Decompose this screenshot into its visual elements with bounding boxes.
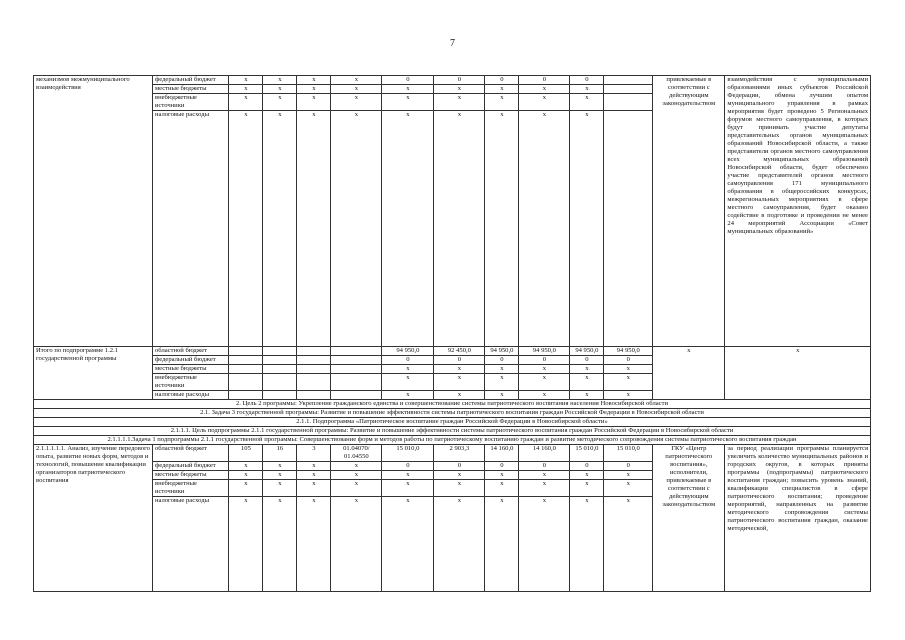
table-cell: x	[331, 85, 382, 94]
funding-source: внебюджетные источники	[152, 94, 228, 111]
table-cell: 15 010,0	[382, 445, 434, 462]
table-cell: x	[382, 374, 434, 391]
table-cell: x	[519, 85, 570, 94]
table-cell	[229, 347, 263, 356]
table-cell: x	[382, 111, 434, 347]
table-cell: 0	[519, 462, 570, 471]
section-header-row	[34, 427, 871, 436]
table-cell	[297, 347, 331, 356]
table-cell: x	[434, 365, 485, 374]
section-header: 2.1.1.1.1.Задача 1 подпрограммы 2.1.1 государственной программы: Совершенствование форм и методов работы по патриотическому воспитанию граждан и развитие методического сопровождения системы патриотического воспитания граждан	[34, 436, 871, 445]
table-cell: x	[297, 76, 331, 85]
funding-source: налоговые расходы	[152, 391, 228, 400]
table-cell: x	[263, 76, 297, 85]
table-cell: 2 903,3	[434, 445, 485, 462]
table-cell: 0	[570, 76, 604, 85]
table-cell: x	[331, 462, 382, 471]
section-header-row	[34, 409, 871, 418]
table-cell: 0	[485, 76, 519, 85]
table-cell: x	[229, 471, 263, 480]
executor: привлекаемые в соответствии с действующим законодательством	[653, 76, 725, 347]
section-header: 2.1.1. Подпрограмма «Патриотическое воспитание граждан Российской Федерации в Новосибирской области»	[34, 418, 871, 427]
funding-source: местные бюджеты	[152, 85, 228, 94]
table-cell	[604, 94, 653, 111]
table-cell: 0	[519, 356, 570, 365]
table-cell: x	[485, 391, 519, 400]
table-cell: x	[382, 471, 434, 480]
table-cell: x	[434, 480, 485, 497]
table-cell	[263, 347, 297, 356]
table-cell: x	[297, 480, 331, 497]
table-cell: x	[519, 111, 570, 347]
table-cell: 94 950,0	[604, 347, 653, 356]
table-cell: 0	[382, 76, 434, 85]
table-cell: x	[485, 497, 519, 592]
table-cell: x	[485, 374, 519, 391]
table-cell: 105	[229, 445, 263, 462]
table-cell: x	[434, 111, 485, 347]
funding-source: местные бюджеты	[152, 471, 228, 480]
table-cell: x	[331, 94, 382, 111]
funding-source: областной бюджет	[152, 347, 228, 356]
table-cell: x	[519, 480, 570, 497]
section-header-row	[34, 436, 871, 445]
table-cell: 0	[382, 462, 434, 471]
table-cell: x	[434, 471, 485, 480]
table-cell: x	[263, 497, 297, 592]
funding-source: налоговые расходы	[152, 497, 228, 592]
table-cell: x	[331, 480, 382, 497]
table-cell	[229, 356, 263, 365]
table-cell: x	[604, 471, 653, 480]
table-cell: 0	[434, 76, 485, 85]
table-cell: 14 160,0	[485, 445, 519, 462]
table-cell: x	[519, 471, 570, 480]
table-cell: 94 950,0	[570, 347, 604, 356]
table-cell: x	[570, 497, 604, 592]
table-cell: x	[519, 365, 570, 374]
program-table	[33, 75, 871, 592]
table-cell: x	[434, 94, 485, 111]
table-cell	[263, 365, 297, 374]
table-cell: x	[297, 471, 331, 480]
funding-source: областной бюджет	[152, 445, 228, 462]
table-cell: x	[297, 462, 331, 471]
table-cell: x	[331, 471, 382, 480]
table-cell: x	[229, 480, 263, 497]
table-cell: 0	[434, 356, 485, 365]
table-cell: x	[263, 111, 297, 347]
table-cell: 0	[382, 356, 434, 365]
table-cell: x	[485, 111, 519, 347]
measure-name: механизмов межмуниципального взаимодействия	[34, 76, 153, 347]
table-cell: x	[382, 365, 434, 374]
table-cell: x	[519, 94, 570, 111]
table-cell	[604, 85, 653, 94]
table-cell: x	[570, 471, 604, 480]
table-row	[34, 76, 871, 85]
table-cell: 14 160,0	[519, 445, 570, 462]
table-cell: x	[229, 497, 263, 592]
funding-source: внебюджетные источники	[152, 374, 228, 391]
funding-source: налоговые расходы	[152, 111, 228, 347]
table-cell: 0	[570, 356, 604, 365]
section-header-row	[34, 418, 871, 427]
table-cell: x	[434, 497, 485, 592]
table-cell: 0	[604, 356, 653, 365]
table-cell: x	[382, 94, 434, 111]
section-header: 2.1.1.1. Цель подпрограммы 2.1.1 государственной программы: Развитие и повышение эффективности системы патриотического воспитания граждан Российской Федерации в Новосибирской области	[34, 427, 871, 436]
table-cell	[229, 365, 263, 374]
table-cell: 94 950,0	[485, 347, 519, 356]
table-cell: x	[297, 111, 331, 347]
table-cell: x	[485, 471, 519, 480]
table-cell: 0	[604, 462, 653, 471]
table-cell: 94 950,0	[382, 347, 434, 356]
table-cell: x	[331, 76, 382, 85]
table-cell: x	[297, 85, 331, 94]
section-header: 2. Цель 2 программы: Укрепление гражданского единства и совершенствование системы патриотического воспитания населения Новосибирской области	[34, 400, 871, 409]
executor: ГКУ «Центр патриотического воспитания», исполнители, привлекаемые в соответствии с действующим законодательством	[653, 445, 725, 592]
table-cell	[331, 365, 382, 374]
table-cell: x	[604, 374, 653, 391]
table-cell: x	[519, 374, 570, 391]
table-cell: 0	[570, 462, 604, 471]
table-cell	[331, 391, 382, 400]
table-cell: x	[485, 94, 519, 111]
table-cell	[331, 374, 382, 391]
table-cell: 15 010,0	[604, 445, 653, 462]
table-cell: x	[519, 497, 570, 592]
expected-result: взаимодействия с муниципальными образованиями иных субъектов Российской Федерации, обмена лучшим опытом муниципального управления в рамках мероприятия будет проведено 5 Региональных форумов местного самоуправления, в которых будут принимать участие депутаты представительных органов муниципальных образований Новосибирской области, а также представители органов местного самоуправления всех муниципальных образований Новосибирской области, будет обеспечено участие представителей органов местного самоуправления 171 муниципального образования в общероссийских конкурсах, межрегиональных мероприятиях в сфере местного самоуправления, будет оказано содействие в подготовке и проведении не менее 24 мероприятий Ассоциации «Совет муниципальных образований»	[725, 76, 871, 347]
table-cell: x	[570, 374, 604, 391]
table-cell: x	[604, 480, 653, 497]
table-cell	[229, 391, 263, 400]
table-cell: 0	[519, 76, 570, 85]
table-cell: 0	[434, 462, 485, 471]
table-cell	[297, 391, 331, 400]
table-cell: x	[229, 85, 263, 94]
section-header-row	[34, 400, 871, 409]
table-cell	[297, 365, 331, 374]
table-cell: 92 450,0	[434, 347, 485, 356]
table-cell: x	[485, 480, 519, 497]
table-cell: x	[570, 480, 604, 497]
table-cell: x	[229, 462, 263, 471]
funding-source: федеральный бюджет	[152, 462, 228, 471]
table-cell: 0	[485, 462, 519, 471]
table-cell: 15 010,0	[570, 445, 604, 462]
table-cell: x	[229, 111, 263, 347]
table-cell: x	[570, 111, 604, 347]
table-cell: x	[263, 480, 297, 497]
funding-source: внебюджетные источники	[152, 480, 228, 497]
measure-name: 2.1.1.1.1.1. Анализ, изучение передового опыта, развитие новых форм, методов и технологий, повышение квалификации организаторов патриотического воспитания	[34, 445, 153, 592]
table-cell: x	[485, 85, 519, 94]
table-cell: x	[382, 480, 434, 497]
table-cell: x	[519, 391, 570, 400]
table-cell: x	[331, 497, 382, 592]
table-cell: x	[263, 85, 297, 94]
table-cell: x	[570, 365, 604, 374]
table-cell: x	[263, 94, 297, 111]
table-cell	[297, 356, 331, 365]
table-cell	[604, 76, 653, 85]
table-cell: x	[382, 391, 434, 400]
table-row	[34, 445, 871, 462]
table-cell: x	[382, 497, 434, 592]
table-cell: x	[604, 391, 653, 400]
table-cell: x	[297, 497, 331, 592]
table-cell: 3	[297, 445, 331, 462]
table-cell: x	[604, 365, 653, 374]
table-cell: x	[263, 462, 297, 471]
table-cell: x	[570, 85, 604, 94]
table-cell	[604, 111, 653, 347]
table-cell: x	[434, 85, 485, 94]
table-cell: 0	[485, 356, 519, 365]
table-cell: 94 950,0	[519, 347, 570, 356]
funding-source: федеральный бюджет	[152, 76, 228, 85]
table-cell: x	[570, 391, 604, 400]
section-header: 2.1. Задача 3 государственной программы: Развитие и повышение эффективности системы патриотического воспитания граждан Российской Федерации в Новосибирской области	[34, 409, 871, 418]
funding-source: местные бюджеты	[152, 365, 228, 374]
table-cell	[229, 374, 263, 391]
funding-source: федеральный бюджет	[152, 356, 228, 365]
expected-result: за период реализации программы планируется увеличить количество муниципальных районов и городских округов, в которых приняты программы (подпрограммы) патриотического воспитания граждан; повысить уровень знаний, квалификации специалистов в сфере патриотического воспитания; проведение мероприятий, направленных на развитие методического сопровождения системы патриотического воспитания граждан, оказание методической,	[725, 445, 871, 592]
table-cell: 16	[263, 445, 297, 462]
table-cell	[331, 356, 382, 365]
table-cell	[331, 347, 382, 356]
table-cell: x	[331, 111, 382, 347]
table-cell: x	[297, 94, 331, 111]
table-cell	[297, 374, 331, 391]
page-number: 7	[450, 38, 455, 49]
table-cell: x	[485, 365, 519, 374]
table-cell: x	[434, 391, 485, 400]
table-cell: x	[263, 471, 297, 480]
table-cell: x	[604, 497, 653, 592]
expected-result: x	[725, 347, 871, 400]
table-cell	[263, 356, 297, 365]
table-row	[34, 347, 871, 356]
measure-name: Итого по подпрограмме 1.2.1 государственной программы	[34, 347, 153, 400]
table-cell	[263, 391, 297, 400]
table-cell: x	[434, 374, 485, 391]
table-cell: x	[229, 76, 263, 85]
table-cell: x	[229, 94, 263, 111]
table-cell: x	[570, 94, 604, 111]
table-cell: 01.04070/ 01.04550	[331, 445, 382, 462]
executor: x	[653, 347, 725, 400]
table-cell: x	[382, 85, 434, 94]
table-cell	[263, 374, 297, 391]
